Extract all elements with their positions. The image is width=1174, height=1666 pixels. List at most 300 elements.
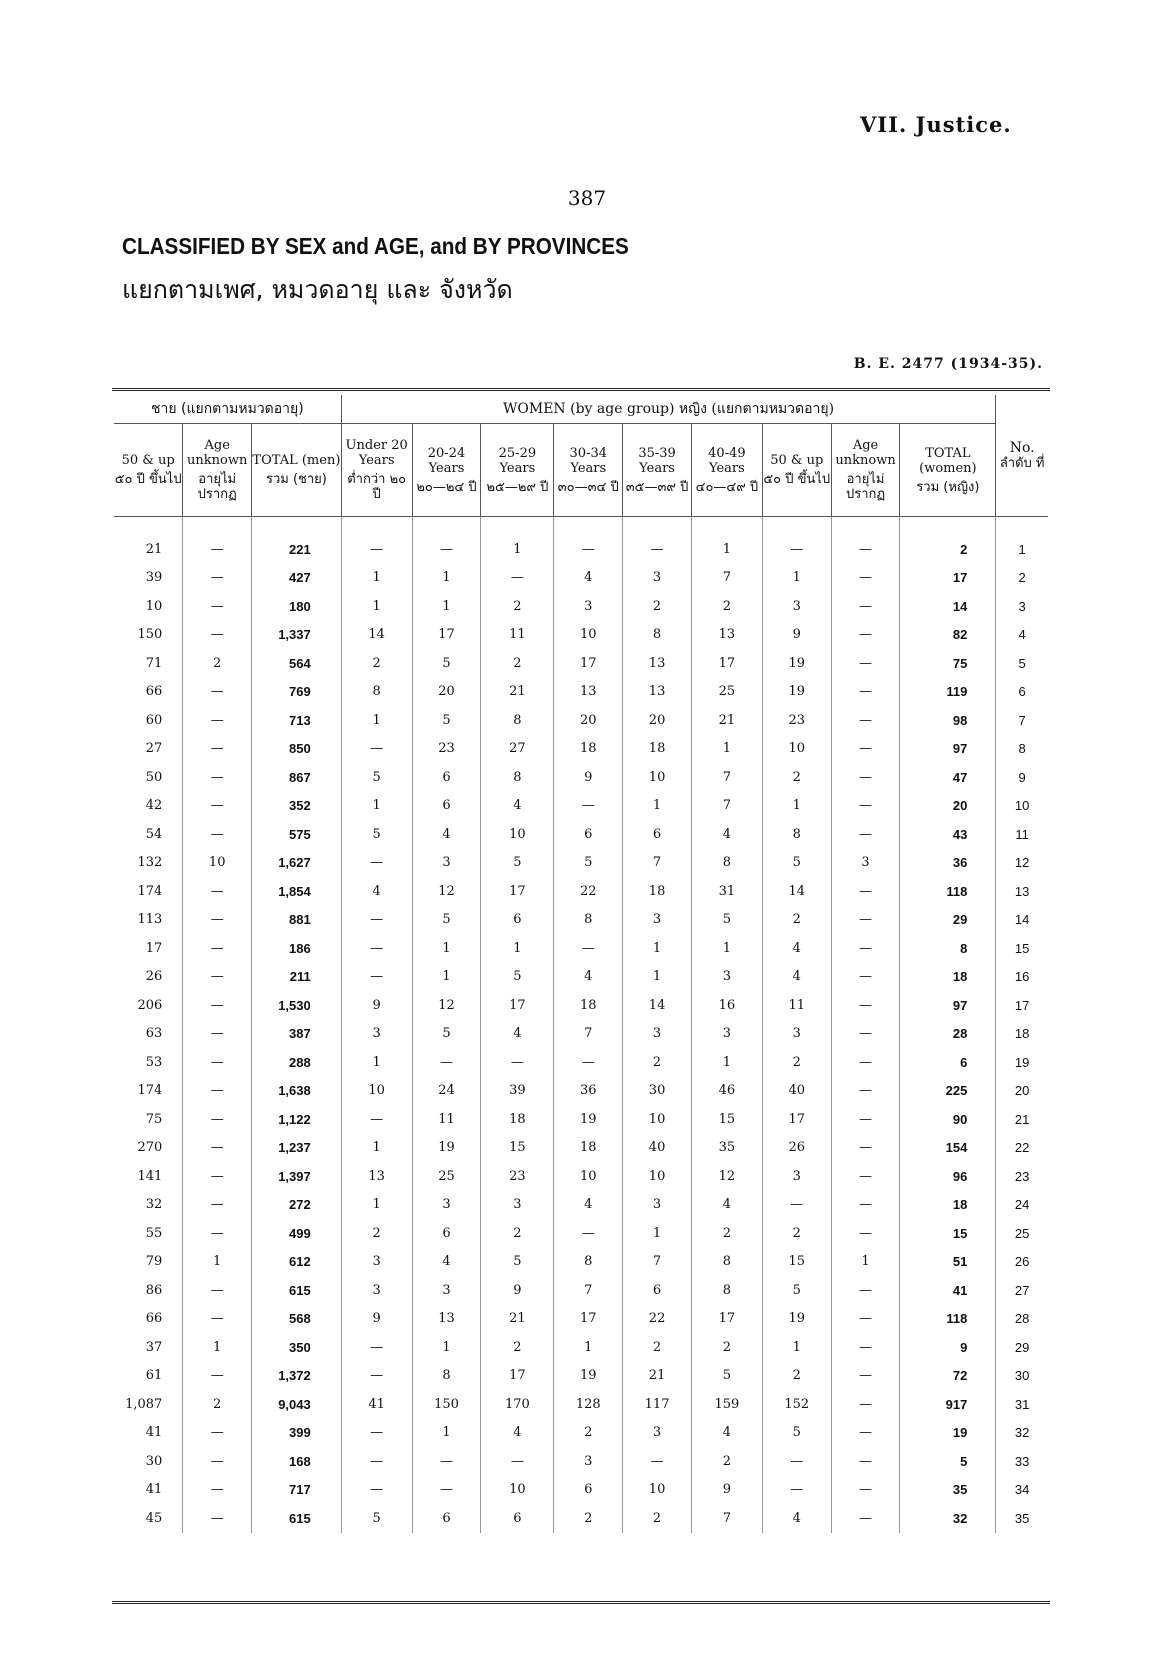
table-cell: 4	[554, 564, 623, 593]
table-cell: 5	[341, 820, 412, 849]
table-cell: 288	[252, 1048, 342, 1077]
table-cell: 2	[183, 1390, 252, 1419]
column-header	[341, 424, 412, 517]
table-row	[114, 849, 1048, 878]
table-cell: 15	[996, 934, 1048, 963]
table-cell: 1	[412, 564, 481, 593]
table-cell: —	[831, 1447, 900, 1476]
table-cell: 1	[341, 706, 412, 735]
table-cell: 18	[623, 735, 692, 764]
table-cell: 5	[341, 1504, 412, 1533]
table-cell: 29	[996, 1333, 1048, 1362]
table-row	[114, 1077, 1048, 1106]
column-header	[554, 424, 623, 517]
table-cell: —	[831, 1305, 900, 1334]
table-cell: 8	[691, 1276, 762, 1305]
table-cell: 3	[412, 1276, 481, 1305]
table-cell: 7	[691, 792, 762, 821]
table-cell: 1	[341, 1048, 412, 1077]
table-cell: —	[554, 535, 623, 564]
table-cell: —	[412, 1048, 481, 1077]
table-cell: —	[831, 1476, 900, 1505]
table-cell: 18	[996, 1020, 1048, 1049]
table-cell: —	[623, 535, 692, 564]
table-row	[114, 1134, 1048, 1163]
table-cell: 5	[412, 906, 481, 935]
table-cell: —	[831, 991, 900, 1020]
table-cell: 43	[900, 820, 996, 849]
table-cell: 272	[252, 1191, 342, 1220]
table-cell: 221	[252, 535, 342, 564]
table-cell: —	[554, 1048, 623, 1077]
table-row	[114, 678, 1048, 707]
table-cell: 61	[145, 1368, 163, 1384]
table-cell: 17	[554, 1305, 623, 1334]
table-cell: —	[831, 592, 900, 621]
table-cell: 9	[481, 1276, 554, 1305]
table-cell: 2	[341, 1219, 412, 1248]
table-cell: 35	[691, 1134, 762, 1163]
table-cell: 1,854	[252, 877, 342, 906]
table-cell: 13	[341, 1162, 412, 1191]
table-cell: 352	[252, 792, 342, 821]
table-cell: —	[481, 1447, 554, 1476]
table-cell: —	[554, 934, 623, 963]
table-cell: 118	[900, 1305, 996, 1334]
table-cell: 19	[900, 1419, 996, 1448]
table-cell: 20	[900, 792, 996, 821]
table-cell: 3	[831, 849, 900, 878]
column-header-en: 25-29 Years	[498, 445, 537, 476]
table-cell: 5	[554, 849, 623, 878]
table-cell: 7	[691, 564, 762, 593]
table-cell: 9,043	[252, 1390, 342, 1419]
table-cell: 12	[996, 849, 1048, 878]
table-cell: —	[554, 1219, 623, 1248]
table-cell: 117	[623, 1390, 692, 1419]
table-cell: 1,087	[125, 1396, 163, 1412]
table-cell: 4	[691, 820, 762, 849]
table-cell: 6	[481, 906, 554, 935]
table-cell: —	[183, 678, 252, 707]
table-row	[114, 1276, 1048, 1305]
table-cell: 4	[691, 1419, 762, 1448]
table-cell: 30	[145, 1453, 163, 1469]
table-cell: 3	[691, 963, 762, 992]
table-cell: 4	[412, 1248, 481, 1277]
table-cell: 4	[762, 963, 831, 992]
table-cell: 82	[900, 621, 996, 650]
table-cell: 79	[145, 1254, 163, 1270]
table-cell: —	[183, 1362, 252, 1391]
data-table	[114, 395, 1048, 1533]
table-cell: 21	[145, 541, 163, 557]
table-cell: 5	[691, 1362, 762, 1391]
table-row	[114, 1105, 1048, 1134]
table-cell: 12	[412, 991, 481, 1020]
table-row	[114, 735, 1048, 764]
table-cell: 55	[145, 1225, 163, 1241]
table-cell: 152	[762, 1390, 831, 1419]
table-cell: 3	[412, 1191, 481, 1220]
table-cell: 4	[762, 1504, 831, 1533]
table-cell: —	[183, 1219, 252, 1248]
table-cell: 19	[554, 1362, 623, 1391]
table-cell: 174	[137, 883, 163, 899]
table-cell: 66	[145, 1311, 163, 1327]
table-cell: —	[831, 1276, 900, 1305]
table-cell: 8	[554, 1248, 623, 1277]
table-cell: 10	[341, 1077, 412, 1106]
table-cell: 27	[481, 735, 554, 764]
table-cell: 18	[623, 877, 692, 906]
table-cell: —	[183, 706, 252, 735]
table-cell: —	[341, 906, 412, 935]
table-cell: 150	[137, 627, 163, 643]
table-cell: 7	[996, 706, 1048, 735]
table-cell: 37	[145, 1339, 163, 1355]
table-row	[114, 906, 1048, 935]
table-cell: —	[341, 1447, 412, 1476]
column-header-th: อายุไม่ ปรากฏ	[845, 472, 886, 502]
table-cell: —	[831, 1077, 900, 1106]
table-cell: 6	[623, 820, 692, 849]
table-cell: 31	[996, 1390, 1048, 1419]
table-cell: 23	[996, 1162, 1048, 1191]
table-cell: —	[341, 735, 412, 764]
table-cell: 40	[762, 1077, 831, 1106]
table-cell: 5	[481, 849, 554, 878]
table-cell: 7	[554, 1276, 623, 1305]
table-cell: —	[831, 564, 900, 593]
table-cell: 54	[145, 826, 163, 842]
table-cell: 28	[900, 1020, 996, 1049]
table-cell: —	[412, 1476, 481, 1505]
table-cell: —	[183, 963, 252, 992]
table-cell: 8	[762, 820, 831, 849]
table-cell: 174	[137, 1083, 163, 1099]
table-cell: 41	[145, 1425, 163, 1441]
table-cell: 10	[554, 1162, 623, 1191]
table-cell: 4	[554, 1191, 623, 1220]
table-row	[114, 934, 1048, 963]
table-cell: —	[831, 1219, 900, 1248]
table-cell: 3	[412, 849, 481, 878]
table-row	[114, 1048, 1048, 1077]
table-cell: —	[341, 535, 412, 564]
table-cell: 18	[554, 735, 623, 764]
column-header	[412, 424, 481, 517]
table-cell: 387	[252, 1020, 342, 1049]
table-cell: 22	[554, 877, 623, 906]
table-cell: 1	[623, 792, 692, 821]
table-cell: 4	[481, 792, 554, 821]
table-cell: 3	[341, 1248, 412, 1277]
column-header-en: No.	[1009, 439, 1035, 456]
table-cell: 3	[623, 564, 692, 593]
table-cell: 4	[412, 820, 481, 849]
table-cell: —	[831, 1504, 900, 1533]
table-cell: 46	[691, 1077, 762, 1106]
table-cell: 3	[623, 1020, 692, 1049]
table-cell: —	[831, 1105, 900, 1134]
table-cell: 159	[691, 1390, 762, 1419]
table-cell: 1,337	[252, 621, 342, 650]
table-cell: 45	[145, 1510, 163, 1526]
table-cell: —	[183, 1476, 252, 1505]
table-cell: 19	[762, 678, 831, 707]
table-cell: 6	[481, 1504, 554, 1533]
table-cell: 2	[623, 1504, 692, 1533]
table-cell: 1	[996, 535, 1048, 564]
table-cell: 1	[183, 1248, 252, 1277]
table-cell: 10	[623, 1105, 692, 1134]
table-cell: 9	[554, 763, 623, 792]
table-cell: 19	[554, 1105, 623, 1134]
year-label: B. E. 2477 (1934-35).	[853, 356, 1043, 372]
table-cell: 53	[145, 1054, 163, 1070]
table-cell: 75	[900, 649, 996, 678]
table-cell: 39	[145, 570, 163, 586]
table-cell: —	[183, 1191, 252, 1220]
table-cell: —	[831, 906, 900, 935]
table-cell: —	[183, 991, 252, 1020]
table-cell: 1	[481, 535, 554, 564]
table-cell: 17	[996, 991, 1048, 1020]
table-cell: —	[412, 1447, 481, 1476]
table-row	[114, 1390, 1048, 1419]
table-cell: 13	[412, 1305, 481, 1334]
table-cell: 5	[341, 763, 412, 792]
table-cell: 13	[554, 678, 623, 707]
table-cell: 22	[623, 1305, 692, 1334]
column-header-no	[996, 395, 1048, 517]
section-header: VII. Justice.	[860, 112, 1012, 137]
table-cell: 8	[481, 706, 554, 735]
table-cell: 4	[554, 963, 623, 992]
table-cell: —	[481, 564, 554, 593]
table-cell: 6	[900, 1048, 996, 1077]
table-cell: 2	[554, 1419, 623, 1448]
table-cell: 150	[412, 1390, 481, 1419]
table-cell: 6	[412, 1219, 481, 1248]
table-cell: 168	[252, 1447, 342, 1476]
table-cell: 3	[481, 1191, 554, 1220]
table-row	[114, 564, 1048, 593]
table-cell: —	[341, 934, 412, 963]
table-cell: 35	[900, 1476, 996, 1505]
column-header-th: ๓๐—๓๔ ปี	[557, 479, 619, 495]
table-cell: 6	[996, 678, 1048, 707]
table-cell: 568	[252, 1305, 342, 1334]
table-cell: —	[341, 1419, 412, 1448]
table-cell: —	[183, 1162, 252, 1191]
table-row	[114, 877, 1048, 906]
column-header-en: 50 & up	[121, 453, 175, 468]
table-cell: 5	[900, 1447, 996, 1476]
table-cell: —	[183, 735, 252, 764]
table-cell: 17	[762, 1105, 831, 1134]
table-row	[114, 991, 1048, 1020]
table-row	[114, 820, 1048, 849]
table-row	[114, 1219, 1048, 1248]
table-cell: 713	[252, 706, 342, 735]
table-row	[114, 535, 1048, 564]
table-cell: —	[183, 1105, 252, 1134]
table-cell: 5	[762, 849, 831, 878]
table-cell: —	[183, 535, 252, 564]
table-cell: 30	[996, 1362, 1048, 1391]
table-cell: 21	[481, 1305, 554, 1334]
table-cell: —	[341, 1105, 412, 1134]
table-cell: 3	[691, 1020, 762, 1049]
table-cell: 6	[554, 1476, 623, 1505]
table-cell: 1	[412, 592, 481, 621]
table-cell: —	[183, 1020, 252, 1049]
table-cell: 113	[137, 912, 163, 928]
table-cell: 20	[623, 706, 692, 735]
table-cell: 9	[691, 1476, 762, 1505]
table-cell: 13	[996, 877, 1048, 906]
table-cell: 8	[412, 1362, 481, 1391]
table-cell: —	[183, 592, 252, 621]
table-cell: —	[481, 1048, 554, 1077]
table-cell: 41	[145, 1482, 163, 1498]
table-cell: 8	[996, 735, 1048, 764]
table-cell: 11	[996, 820, 1048, 849]
table-cell: 28	[996, 1305, 1048, 1334]
table-cell: —	[341, 1333, 412, 1362]
table-cell: 154	[900, 1134, 996, 1163]
table-cell: 5	[762, 1419, 831, 1448]
table-cell: —	[762, 1476, 831, 1505]
table-cell: 867	[252, 763, 342, 792]
table-cell: 1,638	[252, 1077, 342, 1106]
table-row	[114, 1447, 1048, 1476]
column-header	[691, 424, 762, 517]
table-cell: 1	[623, 963, 692, 992]
table-row	[114, 1362, 1048, 1391]
column-header	[481, 424, 554, 517]
table-cell: 717	[252, 1476, 342, 1505]
table-cell: —	[831, 535, 900, 564]
table-cell: —	[831, 1162, 900, 1191]
table-cell: 9	[341, 991, 412, 1020]
table-cell: 12	[691, 1162, 762, 1191]
page-number: 387	[567, 186, 607, 210]
column-header-en: Under 20 Years	[345, 438, 408, 468]
table-cell: —	[831, 763, 900, 792]
column-header	[183, 424, 252, 517]
table-row	[114, 1020, 1048, 1049]
table-cell: 17	[900, 564, 996, 593]
table-cell: 7	[623, 1248, 692, 1277]
table-cell: 14	[341, 621, 412, 650]
table-cell: —	[762, 535, 831, 564]
table-cell: —	[183, 1276, 252, 1305]
column-header	[831, 424, 900, 517]
table-row	[114, 592, 1048, 621]
table-cell: —	[831, 1020, 900, 1049]
table-cell: —	[183, 1134, 252, 1163]
table-cell: 2	[623, 1333, 692, 1362]
table-cell: 27	[996, 1276, 1048, 1305]
table-cell: 2	[996, 564, 1048, 593]
table-cell: 17	[691, 1305, 762, 1334]
table-cell: 4	[996, 621, 1048, 650]
table-cell: 4	[481, 1419, 554, 1448]
table-cell: 427	[252, 564, 342, 593]
table-cell: 71	[145, 655, 163, 671]
table-cell: 6	[554, 820, 623, 849]
table-cell: 2	[691, 1447, 762, 1476]
table-cell: 5	[691, 906, 762, 935]
table-cell: 5	[412, 1020, 481, 1049]
table-cell: 23	[481, 1162, 554, 1191]
table-cell: 10	[762, 735, 831, 764]
table-cell: 72	[900, 1362, 996, 1391]
table-cell: 4	[762, 934, 831, 963]
table-cell: 850	[252, 735, 342, 764]
table-body	[114, 517, 1048, 1533]
table-cell: 9	[900, 1333, 996, 1362]
table-cell: 3	[762, 592, 831, 621]
table-cell: —	[831, 649, 900, 678]
column-header-th: รวม (หญิง)	[916, 479, 980, 495]
table-row	[114, 1162, 1048, 1191]
table-cell: 18	[554, 1134, 623, 1163]
table-cell: —	[831, 678, 900, 707]
table-cell: 10	[183, 849, 252, 878]
table-cell: 50	[145, 769, 163, 785]
table-cell: —	[183, 792, 252, 821]
table-cell: 399	[252, 1419, 342, 1448]
table-cell: 1	[691, 735, 762, 764]
table-cell: 25	[996, 1219, 1048, 1248]
table-cell: 13	[623, 649, 692, 678]
table-cell: —	[183, 1419, 252, 1448]
table-cell: 1	[341, 1191, 412, 1220]
table-cell: —	[831, 934, 900, 963]
table-cell: 3	[762, 1162, 831, 1191]
table-cell: 132	[137, 855, 163, 871]
column-header	[900, 424, 996, 517]
table-cell: 13	[691, 621, 762, 650]
table-cell: 17	[412, 621, 481, 650]
table-cell: 10	[623, 763, 692, 792]
table-cell: 18	[900, 963, 996, 992]
table-cell: 24	[996, 1191, 1048, 1220]
column-header	[114, 424, 183, 517]
women-group-header: WOMEN (by age group) หญิง (แยกตามหมวดอายุ)	[341, 395, 996, 424]
table-cell: 17	[691, 649, 762, 678]
table-row	[114, 792, 1048, 821]
table-cell: 2	[481, 649, 554, 678]
table-cell: 2	[762, 906, 831, 935]
table-cell: 1,530	[252, 991, 342, 1020]
table-cell: 6	[412, 1504, 481, 1533]
table-cell: 24	[412, 1077, 481, 1106]
table-cell: 20	[412, 678, 481, 707]
table-cell: 26	[996, 1248, 1048, 1277]
table-cell: 2	[623, 592, 692, 621]
table-cell: 18	[900, 1191, 996, 1220]
table-cell: 499	[252, 1219, 342, 1248]
table-cell: 7	[691, 1504, 762, 1533]
table-cell: 6	[412, 792, 481, 821]
table-cell: 15	[691, 1105, 762, 1134]
table-cell: 16	[691, 991, 762, 1020]
